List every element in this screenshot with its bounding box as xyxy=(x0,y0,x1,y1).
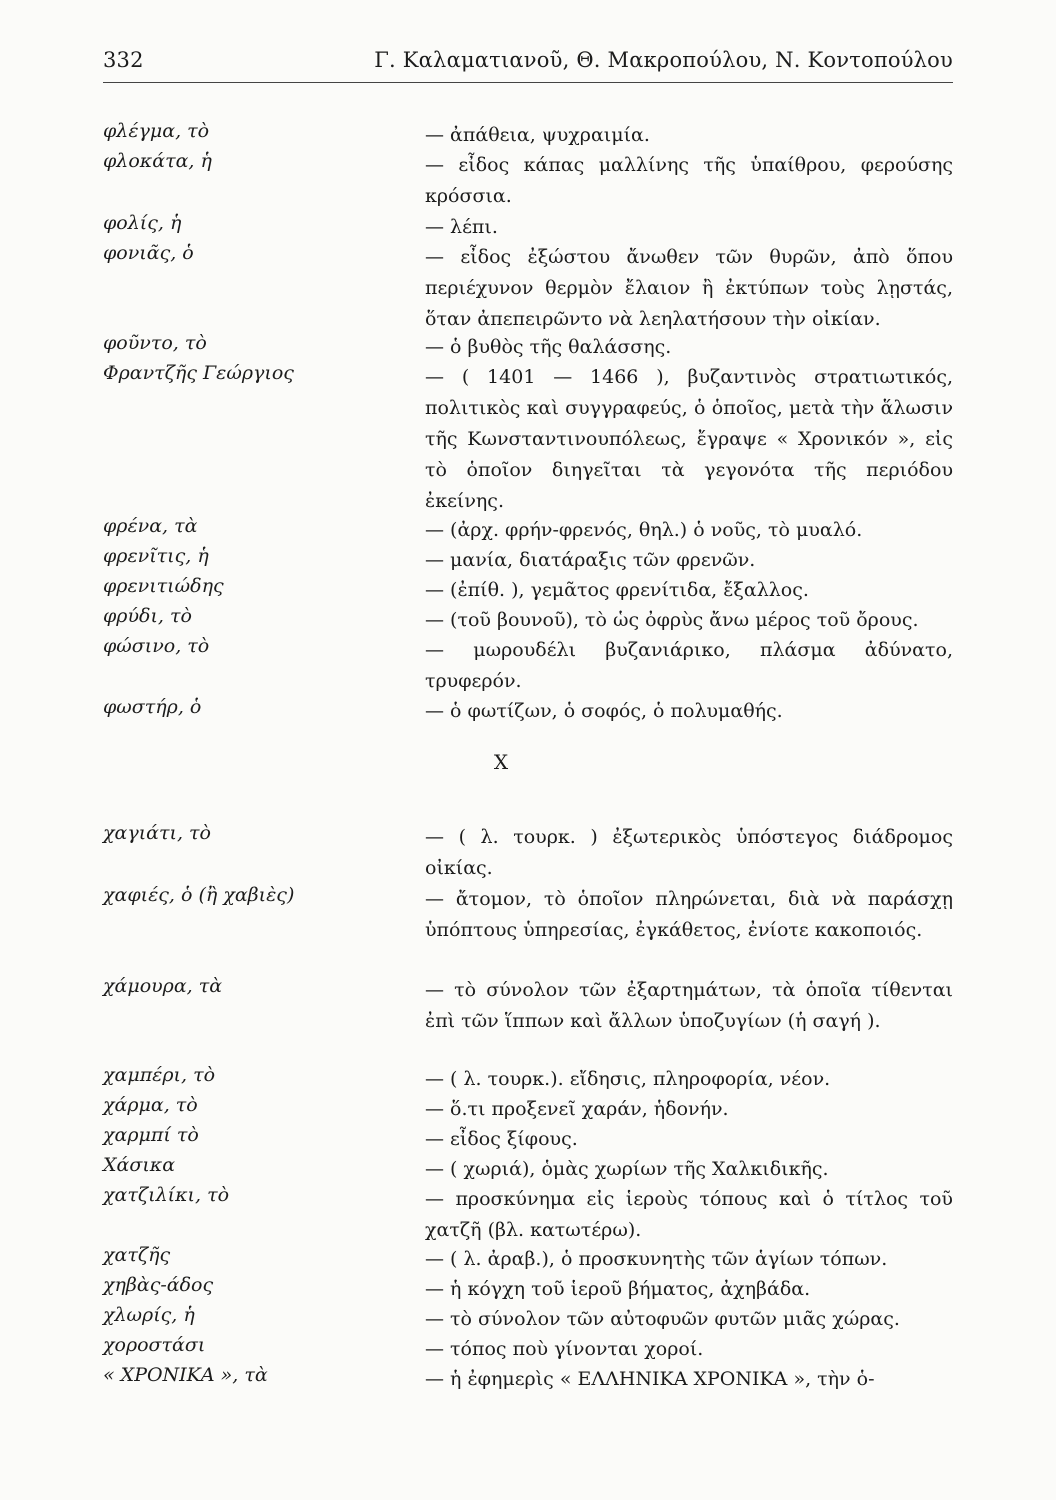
section-letter-heading: X xyxy=(493,750,509,774)
entry-term: φώσινο, τὸ xyxy=(103,635,210,657)
entry-term: φλέγμα, τὸ xyxy=(103,120,210,142)
entry-definition: — (ἐπίθ. ), γεμᾶτος φρενίτιδα, ἔξαλλος. xyxy=(425,579,809,601)
entry-definition: — ἀπάθεια, ψυχραιμία. xyxy=(425,124,650,146)
entry-term: φωστήρ, ὁ xyxy=(103,696,202,718)
entry-term: φοῦντο, τὸ xyxy=(103,332,207,354)
running-head: Γ. Καλαματιανοῦ, Θ. Μακροπούλου, Ν. Κοντοπούλου xyxy=(374,48,953,72)
entry-term: φρένα, τὰ xyxy=(103,515,198,537)
entry-term: χατζῆς xyxy=(103,1244,171,1266)
entry-definition: — ( 1401 — 1466 ), βυζαντινὸς στρατιωτικός, πολιτικὸς καὶ συγγραφεύς, ὁ ὁποῖος, μετὰ τὴν ἅλωσιν τῆς Κωνσταντινουπόλεως, ἔγραψε « Χρονικόν », εἰς τὸ ὁποῖον διηγεῖται τὰ γεγονότα τῆς περιόδου ἐκείνης. xyxy=(425,366,953,512)
entry-definition: — εἶδος ξίφους. xyxy=(425,1128,578,1150)
entry-definition: — ὁ βυθὸς τῆς θαλάσσης. xyxy=(425,336,672,358)
page-header xyxy=(103,44,953,84)
entry-definition: — ἡ ἐφημερὶς « ΕΛΛΗΝΙΚΑ ΧΡΟΝΙΚΑ », τὴν ὁ- xyxy=(425,1368,875,1390)
page-number: 332 xyxy=(103,48,144,72)
entry-definition: — τὸ σύνολον τῶν ἐξαρτημάτων, τὰ ὁποῖα τίθενται ἐπὶ τῶν ἵππων καὶ ἄλλων ὑποζυγίων (ἡ σαγή ). xyxy=(425,979,953,1032)
header-rule xyxy=(103,82,953,83)
entry-term: φρενῖτις, ἡ xyxy=(103,545,209,567)
entry-definition: — ( χωριά), ὁμὰς χωρίων τῆς Χαλκιδικῆς. xyxy=(425,1158,829,1180)
entry-definition: — τόπος ποὺ γίνονται χοροί. xyxy=(425,1338,704,1360)
entry-term: φρενιτιώδης xyxy=(103,575,224,597)
entry-term: χαφιές, ὁ (ἢ χαβιὲς) xyxy=(103,884,295,906)
entry-definition: — τὸ σύνολον τῶν αὐτοφυῶν φυτῶν μιᾶς χώρας. xyxy=(425,1308,900,1330)
entry-definition: — (τοῦ βουνοῦ), τὸ ὡς ὀφρὺς ἄνω μέρος τοῦ ὄρους. xyxy=(425,609,919,631)
entry-definition: — ὁ φωτίζων, ὁ σοφός, ὁ πολυμαθής. xyxy=(425,700,783,722)
entry-term: φολίς, ἡ xyxy=(103,212,182,234)
entry-term: χηβὰς-άδος xyxy=(103,1274,214,1296)
entry-term: φονιᾶς, ὁ xyxy=(103,242,194,264)
entry-term: χαρμπί τὸ xyxy=(103,1124,199,1146)
entry-definition: — ( λ. ἀραβ.), ὁ προσκυνητὴς τῶν ἁγίων τόπων. xyxy=(425,1248,888,1270)
entry-definition: — (ἀρχ. φρήν-φρενός, θηλ.) ὁ νοῦς, τὸ μυαλό. xyxy=(425,519,863,541)
entry-definition: — μωρουδέλι βυζανιάρικο, πλάσμα ἀδύνατο, τρυφερόν. xyxy=(425,639,953,692)
entry-term: χάμουρα, τὰ xyxy=(103,975,223,997)
entry-term: χαγιάτι, τὸ xyxy=(103,822,211,844)
entry-term: Φραντζῆς Γεώργιος xyxy=(103,362,294,384)
entry-term: χλωρίς, ἡ xyxy=(103,1304,195,1326)
entry-definition: — ἡ κόγχη τοῦ ἱεροῦ βήματος, ἀχηβάδα. xyxy=(425,1278,811,1300)
entry-term: χαμπέρι, τὸ xyxy=(103,1064,216,1086)
entry-definition: — μανία, διατάραξις τῶν φρενῶν. xyxy=(425,549,756,571)
entry-definition: — λέπι. xyxy=(425,216,498,238)
entry-term: φλοκάτα, ἡ xyxy=(103,150,212,172)
entry-term: « ΧΡΟΝΙΚΑ », τὰ xyxy=(103,1364,268,1386)
entry-definition: — ( λ. τουρκ. ) ἐξωτερικὸς ὑπόστεγος διάδρομος οἰκίας. xyxy=(425,826,953,879)
entry-term: Χάσικα xyxy=(103,1154,176,1176)
entry-term: χάρμα, τὸ xyxy=(103,1094,198,1116)
entry-term: χοροστάσι xyxy=(103,1334,206,1356)
entry-definition: — ὅ.τι προξενεῖ χαράν, ἡδονήν. xyxy=(425,1098,729,1120)
entry-definition: — εἶδος κάπας μαλλίνης τῆς ὑπαίθρου, φερούσης κρόσσια. xyxy=(425,154,953,207)
entry-definition: — ἄτομον, τὸ ὁποῖον πληρώνεται, διὰ νὰ παράσχῃ ὑπόπτους ὑπηρεσίας, ἐγκάθετος, ἐνίοτε κακοποιός. xyxy=(425,888,953,941)
entry-definition: — ( λ. τουρκ.). εἴδησις, πληροφορία, νέον. xyxy=(425,1068,831,1090)
entry-term: φρύδι, τὸ xyxy=(103,605,192,627)
entry-definition: — προσκύνημα εἰς ἱεροὺς τόπους καὶ ὁ τίτλος τοῦ χατζῆ (βλ. κατωτέρω). xyxy=(425,1188,953,1241)
entry-definition: — εἶδος ἐξώστου ἄνωθεν τῶν θυρῶν, ἀπὸ ὅπου περιέχυνον θερμὸν ἔλαιον ἢ ἐκτύπων τοὺς λῃστάς, ὅταν ἀπεπειρῶντο νὰ λεηλατήσουν τὴν οἰκίαν. xyxy=(425,246,953,330)
entry-term: χατζιλίκι, τὸ xyxy=(103,1184,230,1206)
